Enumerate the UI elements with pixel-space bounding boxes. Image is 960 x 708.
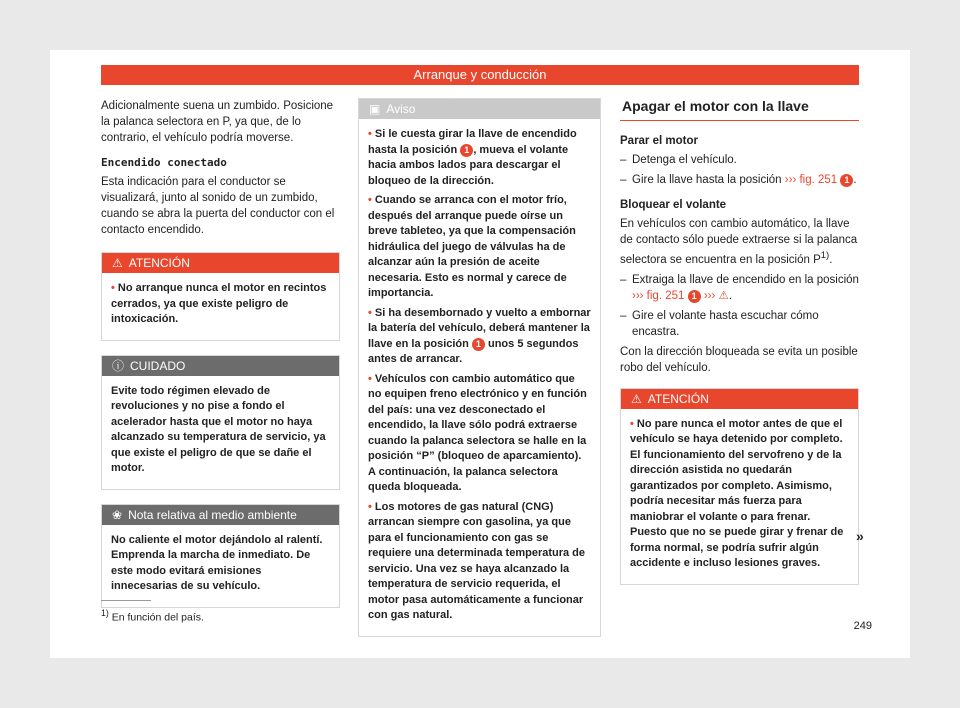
- position-1-badge: 1: [688, 290, 701, 303]
- page: [50, 50, 910, 658]
- column-2: [358, 98, 601, 651]
- step-item: – Gire el volante hasta escuchar cómo encastra.: [620, 309, 819, 338]
- atencion-header: [621, 389, 858, 409]
- atencion-body: [102, 273, 339, 340]
- warning-triangle-icon: ⚠: [631, 391, 642, 406]
- subheading-bloquear: Bloquear el volante: [620, 199, 727, 211]
- ambiente-text: No caliente el motor dejándolo al ralentí. Emprenda la marcha de inmediato. De este modo evitará emisiones innecesarias de su vehículo.: [111, 533, 323, 592]
- intro-paragraph: Adicionalmente suena un zumbido. Posicione la palanca selectora en P, ya que, de lo contrario, el vehículo podría moverse.: [101, 100, 334, 144]
- robo-paragraph: Con la dirección bloqueada se evita un posible robo del vehículo.: [620, 345, 858, 374]
- section-heading-encendido: Encendido conectado: [101, 156, 227, 169]
- atencion-body: • No pare nunca el motor antes de que el vehículo se haya detenido por completo. El funcionamiento del servofreno y de la dirección asistida no quedarán garantizados por completo. Asimismo, podría necesitar más fuerza para maniobrar el volante o para frenar. Puesto que no se puede girar y frenar de forma normal, se podría sufrir algún accidente e incluso lesiones graves.: [630, 417, 844, 570]
- cuidado-text: Evite todo régimen elevado de revoluciones y no pise a fondo el acelerador hasta que el motor no haya alcanzado su temperatura de servicio, ya que existe el peligro de que se dañe el motor.: [111, 384, 326, 474]
- position-1-badge: 1: [840, 174, 853, 187]
- warning-link-arrows[interactable]: ›››: [703, 289, 716, 302]
- aviso-item: • Cuando se arranca con el motor frío, después del arranque puede oírse un breve tableteo, ya que la compensación hidráulica del juego de válvulas ha de alcanzar aún la presión de aceite necesaria. Esto es normal y carece de importancia.: [368, 194, 576, 299]
- atencion-text: No pare nunca el motor antes de que el vehículo se haya detenido por completo. El funcionamiento del servofreno y de la dirección asistida no quedarán garantizados por completo. Asimismo, podría necesitar más fuerza para maniobrar el volante o para frenar. Puesto que no se puede girar y frenar de forma normal, se podría sufrir algún accidente e incluso lesiones graves.: [630, 417, 844, 570]
- aviso-header: [359, 99, 600, 119]
- footnote-mark: 1): [820, 250, 830, 261]
- step-item: – Gire la llave hasta la posición ››› fig. 251 1 .: [620, 174, 857, 186]
- cuidado-body: [102, 376, 339, 489]
- ambiente-header: [102, 505, 339, 525]
- bloquear-paragraph: En vehículos con cambio automático, la llave de contacto sólo puede extraerse si la palanca selectora se encuentra en la posición $P^{1)}$.: [620, 218, 858, 266]
- continue-arrow: »: [856, 528, 864, 544]
- footnote: $^{1)}$ En función del país.: [101, 608, 204, 624]
- step-item: – Detenga el vehículo.: [620, 154, 737, 166]
- encendido-paragraph: Esta indicación para el conductor se visualizará, junto al sonido de un zumbido, cuando se abra la puerta del conductor con el contacto encendido.: [101, 176, 335, 236]
- position-1-badge: 1: [472, 338, 485, 351]
- step-item: – Extraiga la llave de encendido en la posición ››› fig. 251 1 ››› ⚠.: [620, 273, 859, 302]
- atencion-text: No arranque nunca el motor en recintos cerrados, ya que existe peligro de intoxicación.: [111, 282, 327, 325]
- aviso-item: • Los motores de gas natural (CNG) arrancan siempre con gasolina, ya que para el funcionamiento con gas se requiere una determinada temperatura de servicio. Una vez se haya alcanzado la temperatura de servicio requerida, el motor pasa automáticamente a funcionar con gas natural.: [368, 500, 586, 621]
- note-icon: ▣: [369, 102, 381, 116]
- figure-link[interactable]: ››› fig. 251: [632, 289, 685, 302]
- figure-link[interactable]: ››› fig. 251: [784, 174, 838, 186]
- leaf-icon: ❀: [112, 507, 123, 522]
- cuidado-header: [102, 356, 339, 376]
- aviso-item: • Si ha desembornado y vuelto a embornar la batería del vehículo, deberá mantener la llave en la posición 1 unos 5 segundos antes de arrancar.: [368, 306, 591, 365]
- bullet-icon: •: [111, 282, 118, 294]
- column-1: [101, 98, 340, 622]
- atencion-box-2: [620, 388, 859, 585]
- aviso-label: Aviso: [386, 102, 416, 116]
- position-1-badge: 1: [460, 144, 473, 157]
- footnote-divider: [101, 600, 151, 601]
- page-number: 249: [853, 620, 872, 632]
- aviso-item: • Si le cuesta girar la llave de encendido hasta la posición 1 , mueva el volante hacia ambos lados para descargar el bloqueo de la dirección.: [368, 128, 577, 187]
- ambiente-label: Nota relativa al medio ambiente: [128, 507, 297, 522]
- cuidado-label: CUIDADO: [130, 358, 186, 373]
- atencion-box: [101, 252, 340, 341]
- warning-triangle-icon: ⚠: [718, 289, 729, 302]
- ambiente-box: [101, 504, 340, 608]
- aviso-item: • Vehículos con cambio automático que no equipen freno electrónico y en función del país: una vez desconectado el encendido, la llave sólo podrá extraerse cuando la palanca selectora se halle en la posición “P” (bloqueo de aparcamiento). A continuación, la palanca selectora queda bloqueada.: [368, 372, 587, 493]
- cuidado-box: [101, 355, 340, 490]
- aviso-box: [358, 98, 601, 637]
- ambiente-body: [102, 525, 339, 607]
- atencion-label: ATENCIÓN: [647, 391, 709, 406]
- atencion-label: ATENCIÓN: [128, 256, 190, 270]
- column-3: [620, 98, 859, 599]
- warning-triangle-icon: ⚠: [112, 256, 123, 270]
- subheading-parar: Parar el motor: [620, 135, 698, 147]
- chapter-header: Arranque y conducción: [101, 65, 859, 85]
- atencion-header: [102, 253, 339, 273]
- info-circle-icon: ⓘ: [112, 358, 125, 373]
- aviso-body: [359, 119, 600, 636]
- section-title: Apagar el motor con la llave: [620, 98, 859, 121]
